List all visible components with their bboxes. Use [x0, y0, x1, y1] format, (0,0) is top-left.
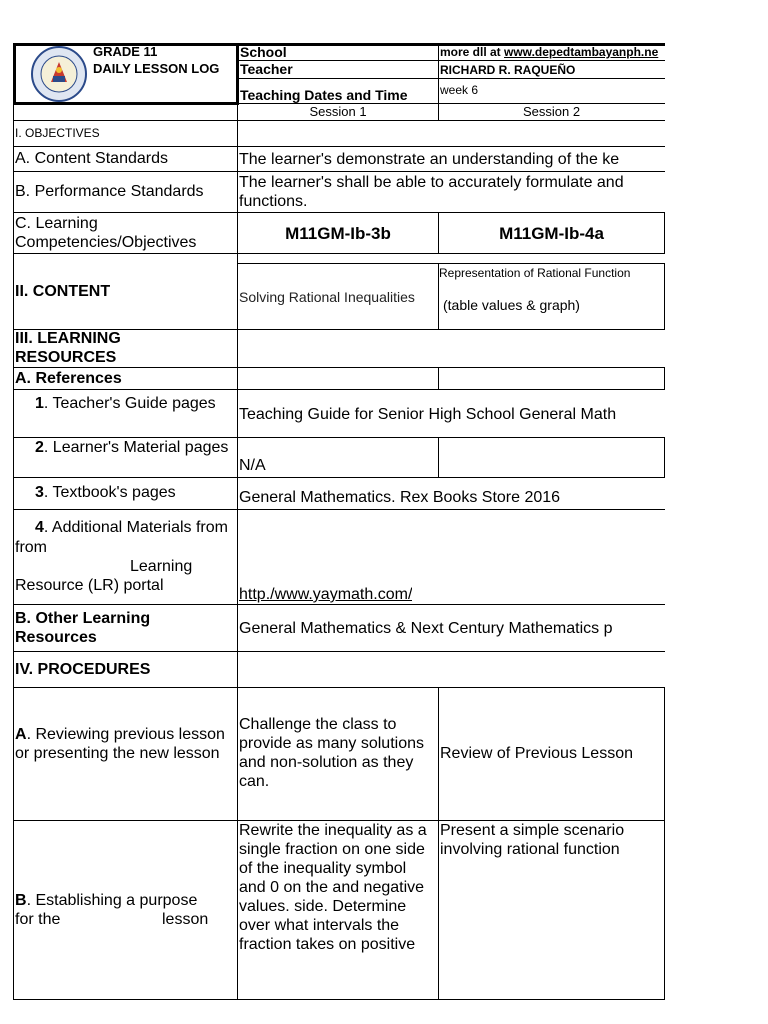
additional-materials-line1: [35, 518, 228, 537]
textbook-num: 3: [35, 484, 44, 501]
school-label: School: [240, 44, 287, 60]
procedure-b-session2: Present a simple scenario involving rational function: [440, 822, 625, 858]
additional-materials-link[interactable]: [239, 585, 412, 604]
references-label: A. References: [15, 370, 122, 387]
content-heading: II. CONTENT: [15, 283, 111, 300]
learners-material-num: 2: [35, 439, 44, 456]
teachers-guide-text: . Teacher's Guide pages: [43, 395, 216, 412]
content-session2-line1: Representation of Rational Function: [439, 266, 631, 280]
content-standards-label: A. Content Standards: [15, 150, 168, 167]
performance-standards-value-1: The learner's shall be able to accurately formulate and: [239, 174, 624, 191]
session1-header: Session 1: [309, 104, 367, 119]
deped-seal-logo: [30, 46, 88, 102]
procedures-heading: IV. PROCEDURES: [15, 661, 151, 678]
performance-standards-label: B. Performance Standards: [15, 183, 204, 200]
content-session2-line2: (table values & graph): [443, 297, 580, 313]
procedure-b-label-line2b: lesson: [162, 911, 209, 928]
competency-session1: M11GM-Ib-3b: [285, 224, 391, 243]
more-dll-note: [440, 44, 664, 60]
yaymath-link[interactable]: http./www.yaymath.com/: [239, 586, 413, 603]
content-standards-value: The learner's demonstrate an understanding of the ke: [239, 151, 620, 168]
teachers-guide-value: Teaching Guide for Senior High School General Math: [239, 406, 617, 423]
procedure-b-text: . Establishing a purpose: [26, 892, 198, 909]
teacher-label: Teacher: [240, 61, 293, 77]
procedure-b-letter: B: [15, 892, 27, 909]
procedure-a-session2: Review of Previous Lesson: [440, 745, 633, 762]
more-dll-prefix: more dll at: [440, 45, 505, 59]
additional-materials-num: 4: [35, 519, 44, 536]
procedure-b-session1: Rewrite the inequality as a single fraction on one side of the inequality symbol and 0 on the and negative values. side. Determine over what intervals the fraction takes on positive: [239, 822, 427, 953]
other-resources-label: B. Other Learning Resources: [15, 610, 151, 646]
procedure-a-session1: Challenge the class to provide as many solutions and non-solution as they can.: [239, 716, 424, 790]
dates-label: Teaching Dates and Time: [240, 87, 408, 103]
procedure-a-letter: A: [15, 726, 27, 743]
procedure-a-label: [15, 725, 235, 763]
objectives-heading: I. OBJECTIVES: [15, 126, 100, 140]
content-session1: Solving Rational Inequalities: [239, 289, 415, 305]
procedure-b-label-line2a: for the: [15, 911, 61, 928]
learners-material-text: . Learner's Material pages: [43, 439, 229, 456]
learners-material-label: [15, 438, 235, 457]
teachers-guide-label: [15, 394, 235, 413]
textbook-text: . Textbook's pages: [43, 484, 176, 501]
learners-material-value: N/A: [239, 457, 266, 474]
resources-heading: III. LEARNING RESOURCES: [15, 330, 121, 366]
textbook-value: General Mathematics. Rex Books Store 2016: [239, 489, 561, 506]
additional-materials-line2: Learning: [130, 558, 193, 575]
procedure-a-text: . Reviewing previous lesson or presenting the new lesson: [15, 726, 225, 762]
week-value: week 6: [440, 83, 479, 97]
competencies-label: C. Learning Competencies/Objectives: [15, 215, 197, 251]
additional-materials-from: from: [15, 539, 47, 556]
more-dll-link[interactable]: www.depedtambayanph.ne: [504, 45, 659, 59]
teachers-guide-num: 1: [35, 395, 44, 412]
teacher-name: RICHARD R. RAQUEÑO: [440, 63, 576, 77]
other-resources-value: General Mathematics & Next Century Mathematics p: [239, 620, 613, 637]
additional-materials-line3: Resource (LR) portal: [15, 577, 164, 594]
textbook-label: [35, 483, 176, 502]
session2-header: Session 2: [522, 104, 581, 119]
performance-standards-value-2: functions.: [239, 193, 308, 210]
log-title: DAILY LESSON LOG: [93, 61, 220, 76]
competency-session2: M11GM-Ib-4a: [499, 224, 604, 243]
grade-label: GRADE 11: [93, 44, 158, 59]
procedure-b-label-line1: [15, 891, 197, 910]
additional-materials-text: . Additional Materials from: [43, 519, 228, 536]
